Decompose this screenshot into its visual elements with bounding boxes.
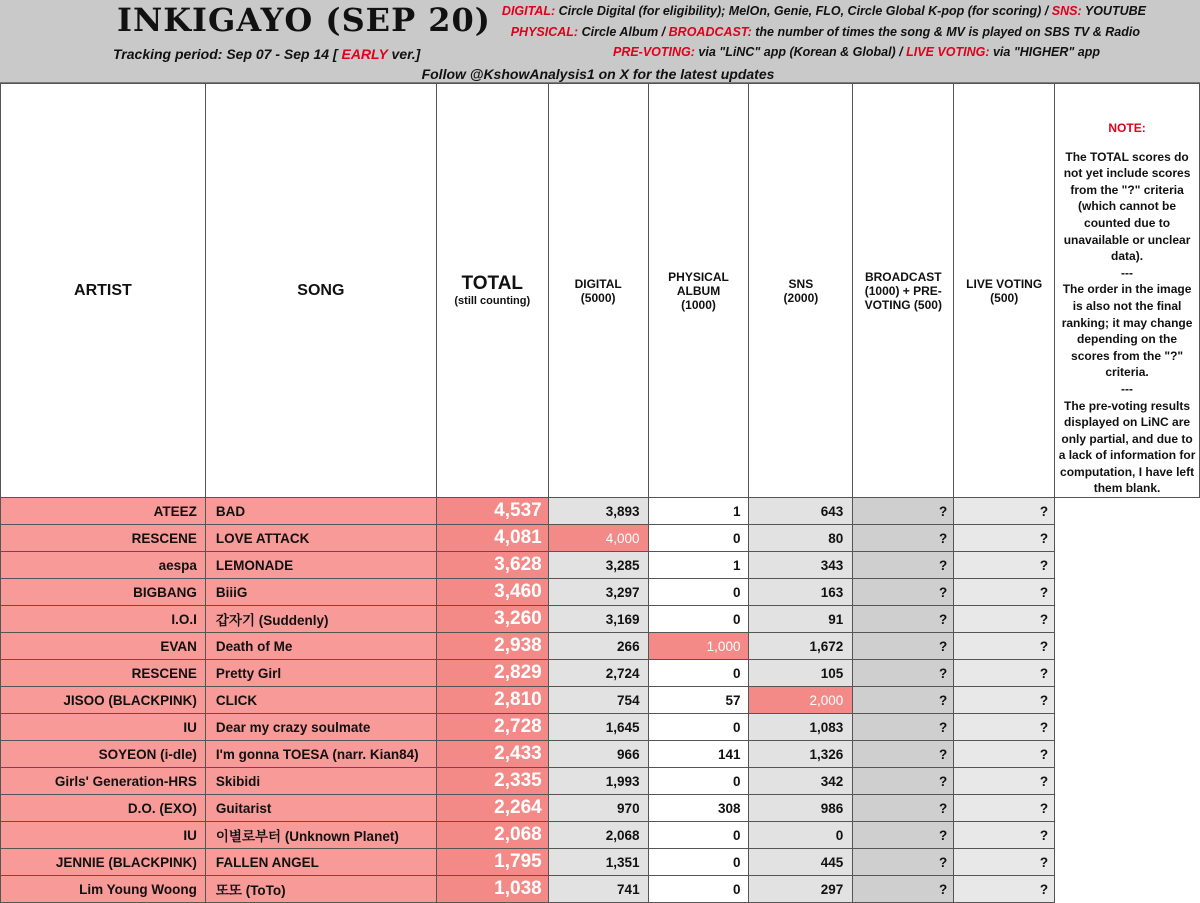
cell-artist: SOYEON (i-dle): [1, 741, 206, 768]
cell-song: CLICK: [205, 687, 436, 714]
cell-song: Death of Me: [205, 633, 436, 660]
table-row: [1, 849, 1200, 876]
col-header-live-sub: (500): [990, 290, 1019, 305]
table-row: [1, 660, 1200, 687]
col-header-live-label: LIVE VOTING: [966, 276, 1043, 291]
cell-digital: 970: [548, 795, 648, 822]
cell-physical: 0: [648, 660, 749, 687]
cell-digital: 266: [548, 633, 648, 660]
table-row: [1, 795, 1200, 822]
cell-artist: IU: [1, 714, 206, 741]
cell-song: I'm gonna TOESA (narr. Kian84): [205, 741, 436, 768]
cell-broadcast: ?: [853, 525, 954, 552]
col-header-total-label: TOTAL: [461, 273, 524, 295]
note-panel: [1055, 84, 1200, 498]
cell-broadcast: ?: [853, 849, 954, 876]
cell-sns: 2,000: [749, 687, 853, 714]
cell-song: 이별로부터 (Unknown Planet): [205, 822, 436, 849]
cell-artist: Girls' Generation-HRS: [1, 768, 206, 795]
cell-sns: 0: [749, 822, 853, 849]
cell-sns: 91: [749, 606, 853, 633]
cell-digital: 3,285: [548, 552, 648, 579]
legend-line-physical: [511, 25, 1140, 39]
cell-artist: EVAN: [1, 633, 206, 660]
cell-broadcast: ?: [853, 633, 954, 660]
cell-live: ?: [954, 552, 1055, 579]
table-row: [1, 876, 1200, 903]
cell-physical: 0: [648, 525, 749, 552]
col-header-sns-label: SNS: [788, 276, 814, 291]
table-row: [1, 633, 1200, 660]
note-paragraph-1: The TOTAL scores do not yet include scores from the "?" criteria (which cannot be counted due to unavailable or unclear data).: [1063, 149, 1191, 264]
tracking-prefix: Tracking period: Sep 07 - Sep 14 [: [113, 46, 338, 62]
cell-digital: 741: [548, 876, 648, 903]
cell-broadcast: ?: [853, 822, 954, 849]
cell-artist: I.O.I: [1, 606, 206, 633]
cell-total: 3,260: [436, 606, 548, 633]
note-separator-1: ---: [1121, 265, 1134, 280]
col-header-sns-sub: (2000): [783, 290, 819, 305]
header: [0, 0, 1200, 83]
table-row: [1, 606, 1200, 633]
cell-digital: 4,000: [548, 525, 648, 552]
cell-live: ?: [954, 579, 1055, 606]
cell-live: ?: [954, 795, 1055, 822]
cell-live: ?: [954, 714, 1055, 741]
cell-live: ?: [954, 768, 1055, 795]
cell-live: ?: [954, 606, 1055, 633]
legend-live-key: LIVE VOTING:: [906, 45, 990, 59]
header-row: [1, 84, 1200, 498]
cell-broadcast: ?: [853, 579, 954, 606]
legend-prevoting-text: via "LiNC" app (Korean & Global) /: [698, 45, 903, 59]
cell-artist: aespa: [1, 552, 206, 579]
cell-broadcast: ?: [853, 498, 954, 525]
cell-live: ?: [954, 687, 1055, 714]
table-row: [1, 579, 1200, 606]
col-header-live: [954, 84, 1055, 498]
cell-artist: RESCENE: [1, 525, 206, 552]
cell-total: 2,728: [436, 714, 548, 741]
col-header-song: SONG: [205, 84, 436, 498]
cell-broadcast: ?: [853, 606, 954, 633]
col-header-total-sub: (still counting): [454, 295, 531, 308]
table-row: [1, 714, 1200, 741]
follow-text: Follow @KshowAnalysis1 on X for the latest updates: [421, 66, 775, 82]
cell-physical: 0: [648, 876, 749, 903]
cell-broadcast: ?: [853, 876, 954, 903]
cell-broadcast: ?: [853, 552, 954, 579]
legend-line-voting: [613, 45, 1100, 59]
cell-sns: 1,083: [749, 714, 853, 741]
cell-broadcast: ?: [853, 660, 954, 687]
table-row: [1, 822, 1200, 849]
cell-digital: 2,068: [548, 822, 648, 849]
tracking-suffix: ver.]: [391, 46, 421, 62]
legend-live-text: via "HIGHER" app: [992, 45, 1100, 59]
cell-digital: 1,351: [548, 849, 648, 876]
cell-total: 2,068: [436, 822, 548, 849]
cell-total: 4,081: [436, 525, 548, 552]
page-title: INKIGAYO (SEP 20): [117, 1, 491, 39]
cell-total: 2,938: [436, 633, 548, 660]
cell-total: 3,460: [436, 579, 548, 606]
cell-broadcast: ?: [853, 795, 954, 822]
cell-digital: 3,297: [548, 579, 648, 606]
cell-sns: 163: [749, 579, 853, 606]
cell-digital: 1,645: [548, 714, 648, 741]
cell-broadcast: ?: [853, 714, 954, 741]
cell-live: ?: [954, 876, 1055, 903]
cell-song: Skibidi: [205, 768, 436, 795]
cell-artist: IU: [1, 822, 206, 849]
col-header-digital-label: DIGITAL: [574, 276, 622, 291]
col-header-physical-sub: (1000): [681, 297, 716, 312]
cell-song: FALLEN ANGEL: [205, 849, 436, 876]
cell-live: ?: [954, 633, 1055, 660]
cell-song: LEMONADE: [205, 552, 436, 579]
cell-total: 1,038: [436, 876, 548, 903]
cell-song: BiiiG: [205, 579, 436, 606]
col-header-physical: [648, 84, 749, 498]
legend-physical-key: PHYSICAL:: [510, 25, 579, 39]
cell-sns: 1,326: [749, 741, 853, 768]
table-row: [1, 498, 1200, 525]
legend-digital-key: DIGITAL:: [501, 4, 556, 18]
table-body: [1, 498, 1200, 903]
cell-broadcast: ?: [853, 687, 954, 714]
table-row: [1, 525, 1200, 552]
note-title: NOTE:: [1108, 121, 1146, 135]
cell-digital: 754: [548, 687, 648, 714]
cell-digital: 966: [548, 741, 648, 768]
cell-artist: JISOO (BLACKPINK): [1, 687, 206, 714]
cell-artist: D.O. (EXO): [1, 795, 206, 822]
legend-sns-text: YOUTUBE: [1084, 4, 1146, 18]
score-table: [0, 83, 1200, 903]
cell-physical: 0: [648, 849, 749, 876]
col-header-digital-sub: (5000): [580, 290, 616, 305]
cell-total: 4,537: [436, 498, 548, 525]
cell-sns: 105: [749, 660, 853, 687]
cell-live: ?: [954, 822, 1055, 849]
cell-sns: 643: [749, 498, 853, 525]
cell-song: Dear my crazy soulmate: [205, 714, 436, 741]
legend-broadcast-text: the number of times the song & MV is played on SBS TV & Radio: [755, 25, 1140, 39]
col-header-physical-label: PHYSICAL ALBUM: [668, 269, 729, 298]
cell-artist: ATEEZ: [1, 498, 206, 525]
table-row: [1, 768, 1200, 795]
early-label: EARLY: [341, 46, 388, 62]
col-header-digital: [548, 84, 648, 498]
cell-sns: 1,672: [749, 633, 853, 660]
cell-total: 2,829: [436, 660, 548, 687]
note-paragraph-3: The pre-voting results displayed on LiNC are only partial, and due to a lack of information for computation, I have left them blank.: [1058, 398, 1196, 496]
cell-total: 2,433: [436, 741, 548, 768]
cell-physical: 0: [648, 579, 749, 606]
cell-total: 1,795: [436, 849, 548, 876]
cell-total: 2,335: [436, 768, 548, 795]
cell-live: ?: [954, 849, 1055, 876]
cell-digital: 1,993: [548, 768, 648, 795]
col-header-broadcast: BROADCAST (1000) + PRE-VOTING (500): [853, 84, 954, 498]
legend-sns-key: SNS:: [1051, 4, 1082, 18]
col-header-sns: [749, 84, 853, 498]
cell-physical: 1,000: [648, 633, 749, 660]
cell-total: 2,264: [436, 795, 548, 822]
cell-physical: 0: [648, 606, 749, 633]
cell-song: LOVE ATTACK: [205, 525, 436, 552]
cell-digital: 3,893: [548, 498, 648, 525]
cell-total: 3,628: [436, 552, 548, 579]
cell-physical: 1: [648, 498, 749, 525]
cell-live: ?: [954, 660, 1055, 687]
cell-sns: 986: [749, 795, 853, 822]
cell-live: ?: [954, 741, 1055, 768]
cell-physical: 0: [648, 768, 749, 795]
cell-sns: 80: [749, 525, 853, 552]
cell-physical: 0: [648, 822, 749, 849]
cell-song: Pretty Girl: [205, 660, 436, 687]
col-header-artist: ARTIST: [1, 84, 206, 498]
cell-live: ?: [954, 525, 1055, 552]
legend-digital-text: Circle Digital (for eligibility); MelOn, Genie, FLO, Circle Global K-pop (for scoring) /: [558, 4, 1049, 18]
cell-artist: RESCENE: [1, 660, 206, 687]
cell-live: ?: [954, 498, 1055, 525]
table-row: [1, 741, 1200, 768]
cell-broadcast: ?: [853, 768, 954, 795]
table-row: [1, 687, 1200, 714]
cell-sns: 445: [749, 849, 853, 876]
col-header-total: [436, 84, 548, 498]
legend-line-digital: [502, 4, 1146, 18]
table-row: [1, 552, 1200, 579]
cell-sns: 343: [749, 552, 853, 579]
cell-physical: 308: [648, 795, 749, 822]
cell-song: BAD: [205, 498, 436, 525]
cell-song: 또또 (ToTo): [205, 876, 436, 903]
follow-banner: [0, 66, 1200, 82]
note-paragraph-2: The order in the image is also not the final ranking; it may change depending on the scores from the "?" criteria.: [1061, 282, 1193, 380]
cell-broadcast: ?: [853, 741, 954, 768]
cell-physical: 141: [648, 741, 749, 768]
cell-sns: 297: [749, 876, 853, 903]
cell-artist: JENNIE (BLACKPINK): [1, 849, 206, 876]
cell-artist: BIGBANG: [1, 579, 206, 606]
cell-artist: Lim Young Woong: [1, 876, 206, 903]
cell-sns: 342: [749, 768, 853, 795]
cell-total: 2,810: [436, 687, 548, 714]
cell-song: Guitarist: [205, 795, 436, 822]
legend-physical-text: Circle Album /: [581, 25, 666, 39]
cell-physical: 57: [648, 687, 749, 714]
note-separator-2: ---: [1121, 381, 1134, 396]
cell-physical: 1: [648, 552, 749, 579]
tracking-period: [113, 46, 420, 62]
cell-physical: 0: [648, 714, 749, 741]
cell-digital: 3,169: [548, 606, 648, 633]
cell-digital: 2,724: [548, 660, 648, 687]
legend-broadcast-key: BROADCAST:: [668, 25, 752, 39]
legend-prevoting-key: PRE-VOTING:: [612, 45, 695, 59]
cell-song: 갑자기 (Suddenly): [205, 606, 436, 633]
